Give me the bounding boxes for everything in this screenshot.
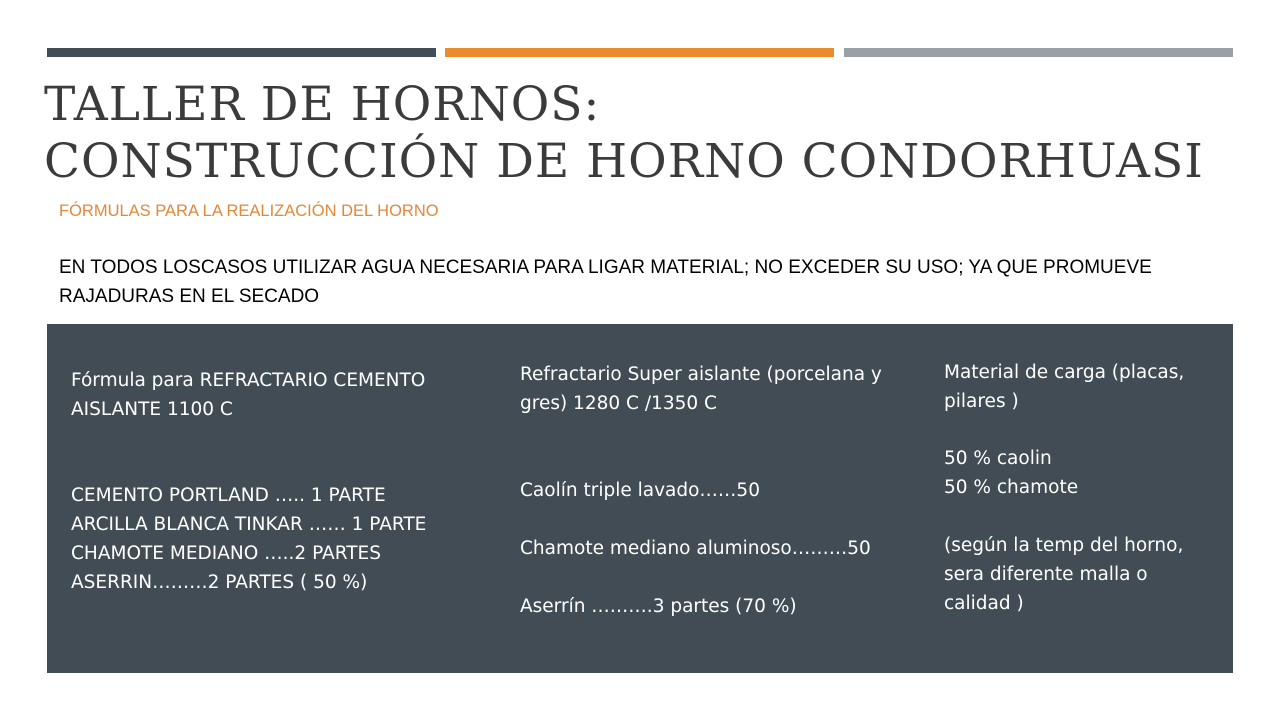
ingredient-item: CHAMOTE MEDIANO …..2 PARTES: [71, 543, 381, 564]
ingredient-item: ARCILLA BLANCA TINKAR …… 1 PARTE: [71, 514, 427, 535]
ingredient-item: 50 % caolin: [944, 448, 1052, 469]
accent-bar-dark: [47, 48, 436, 57]
column-heading: Fórmula para REFRACTARIO CEMENTO AISLANTE 1100 C: [71, 370, 426, 420]
ingredient-list: [71, 481, 491, 597]
slide-subtitle: FÓRMULAS PARA LA REALIZACIÓN DEL HORNO: [59, 202, 439, 220]
title-line-1: TALLER DE HORNOS:: [44, 77, 601, 132]
column-material-carga: [944, 358, 1224, 618]
column-heading: Refractario Super aislante (porcelana y gres) 1280 C /1350 C: [520, 364, 882, 414]
accent-bar-gray: [844, 48, 1233, 57]
ingredient-list: [944, 444, 1224, 502]
ingredient-item: Chamote mediano aluminoso………50: [520, 538, 871, 559]
accent-bar-orange: [445, 48, 834, 57]
column-refractario-cemento: [71, 366, 491, 597]
formulas-panel: [47, 324, 1233, 673]
ingredient-item: Aserrín ……….3 partes (70 %): [520, 596, 797, 617]
column-note: (según la temp del horno, sera diferente malla o calidad ): [944, 535, 1184, 614]
column-heading: Material de carga (placas, pilares ): [944, 362, 1185, 412]
ingredient-item: Caolín triple lavado……50: [520, 480, 760, 501]
column-super-aislante: [520, 360, 920, 621]
ingredient-item: CEMENTO PORTLAND ….. 1 PARTE: [71, 485, 386, 506]
slide-title: [44, 76, 1244, 190]
title-line-2: CONSTRUCCIÓN DE HORNO CONDORHUASI: [44, 134, 1204, 189]
ingredient-item: ASERRIN………2 PARTES ( 50 %): [71, 572, 368, 593]
water-usage-notice: EN TODOS LOSCASOS UTILIZAR AGUA NECESARIA PARA LIGAR MATERIAL; NO EXCEDER SU USO; YA QUE PROMUEVE RAJADURAS EN EL SECADO: [59, 257, 1152, 307]
ingredient-item: 50 % chamote: [944, 477, 1079, 498]
